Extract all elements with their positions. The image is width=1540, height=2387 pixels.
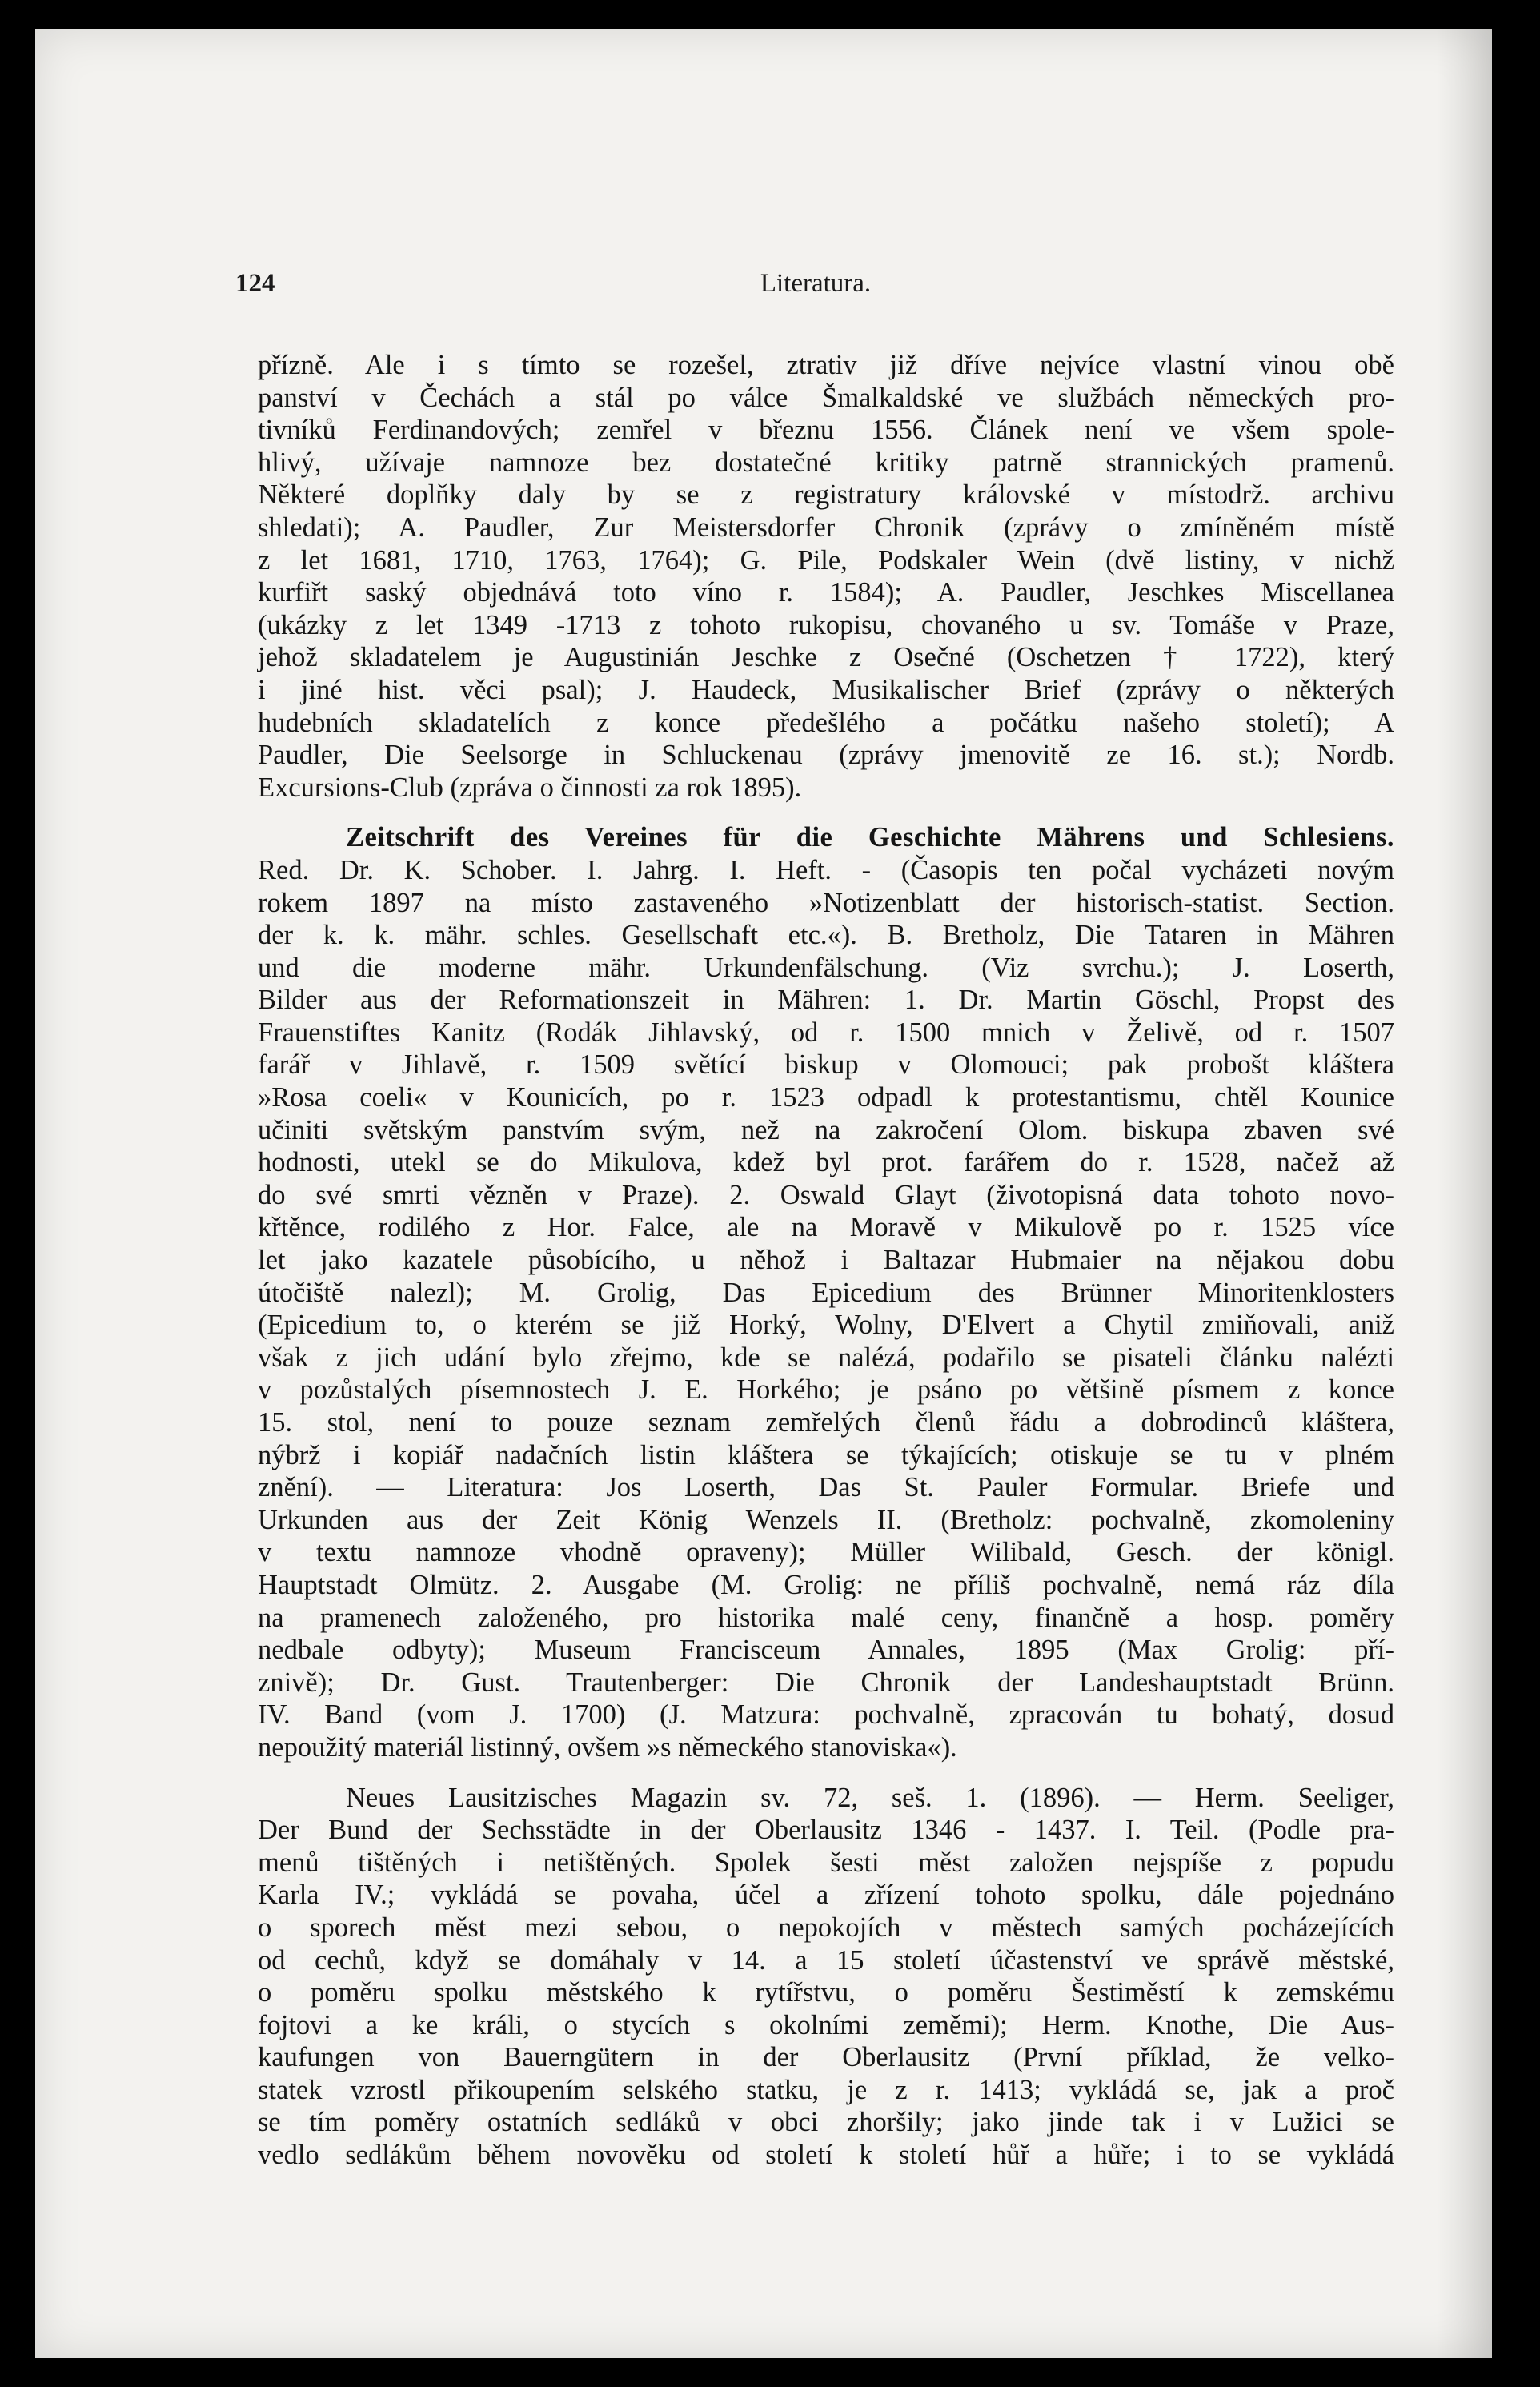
paragraph-neues-lausitzisches-magazin xyxy=(258,1782,1394,2172)
text-line: der k. k. mähr. schles. Gesellschaft etc.«). B. Bretholz, Die Tataren in Mähren xyxy=(258,920,1394,951)
main-text-block xyxy=(258,349,1394,2172)
paragraph-continuation xyxy=(258,349,1394,804)
text-line: nýbrž i kopiář nadačních listin kláštera se týkajících; otiskuje se tu v plném xyxy=(258,1439,1394,1470)
text-line: však z jich udání bylo zřejmo, kde se nalézá, podařilo se pisateli článku nalézti xyxy=(258,1342,1394,1373)
text-line: na pramenech založeného, pro historika malé ceny, finančně a hosp. poměry xyxy=(258,1602,1394,1633)
text-line: křtěnce, rodilého z Hor. Falce, ale na Moravě v Mikulově po r. 1525 více xyxy=(258,1212,1394,1243)
text-line: znění). — Literatura: Jos Loserth, Das St. Pauler Formular. Briefe und xyxy=(258,1472,1394,1503)
text-line: hlivý, užívaje namnoze bez dostatečné kritiky patrně strannických pramenů. xyxy=(258,447,1394,478)
text-line: Excursions-Club (zpráva o činnosti za rok 1895). xyxy=(258,772,802,803)
journal-title xyxy=(258,821,1394,854)
paragraph-zeitschrift-maehren xyxy=(258,821,1394,1763)
text-line: Neues Lausitzisches Magazin sv. 72, seš. 1. (1896). — Herm. Seeliger, xyxy=(346,1782,1394,1813)
text-line: Hauptstadt Olmütz. 2. Ausgabe (M. Grolig: ne příliš pochvalně, nemá ráz díla xyxy=(258,1569,1394,1600)
text-line: v pozůstalých písemnostech J. E. Horkého; je psáno po většině písmem z konce xyxy=(258,1374,1394,1406)
text-line: IV. Band (vom J. 1700) (J. Matzura: pochvalně, zpracován tu bohatý, dosud xyxy=(258,1699,1394,1731)
text-line: shledati); A. Paudler, Zur Meistersdorfer Chronik (zprávy o zmíněném místě xyxy=(258,512,1394,543)
text-line: od cechů, když se domáhaly v 14. a 15 století účastenství ve správě městské, xyxy=(258,1944,1394,1976)
text-line: se tím poměry ostatních sedláků v obci zhoršily; jako jinde tak i v Lužici se xyxy=(258,2107,1394,2138)
text-line: (ukázky z let 1349 -1713 z tohoto rukopisu, chovaného u sv. Tomáše v Praze, xyxy=(258,609,1394,640)
text-line: i jiné hist. věci psal); J. Haudeck, Musikalischer Brief (zprávy o některých xyxy=(258,674,1394,705)
text-line: přízně. Ale i s tímto se rozešel, ztrativ již dříve nejvíce vlastní vinou obě xyxy=(258,350,1394,380)
text-line: »Rosa coeli« v Kounicích, po r. 1523 odpadl k protestantismu, chtěl Kounice xyxy=(258,1082,1394,1113)
text-line: Karla IV.; vykládá se povaha, účel a zřízení tohoto spolku, dále pojednáno xyxy=(258,1880,1394,1911)
text-line: hudebních skladatelích z konce předešlého a počátku našeho století); A xyxy=(258,707,1394,738)
text-line: rokem 1897 na místo zastaveného »Notizenblatt der historisch-statist. Section. xyxy=(258,887,1394,918)
text-line: znivě); Dr. Gust. Trautenberger: Die Chronik der Landeshauptstadt Brünn. xyxy=(258,1667,1394,1698)
page-shadow-edge xyxy=(1436,29,1492,2358)
text-line: tivníků Ferdinandových; zemřel v březnu 1556. Článek není ve všem spole- xyxy=(258,415,1394,446)
text-line: o sporech měst mezi sebou, o nepokojích v městech samých pocházejících xyxy=(258,1912,1394,1943)
text-line: jehož skladatelem je Augustinián Jeschke z Osečné (Oschetzen † 1722), který xyxy=(258,642,1394,673)
text-line: kaufungen von Bauerngütern in der Oberlausitz (První příklad, že velko- xyxy=(258,2042,1394,2073)
text-line: Der Bund der Sechsstädte in der Oberlausitz 1346 - 1437. I. Teil. (Podle pra- xyxy=(258,1815,1394,1846)
running-title: Literatura. xyxy=(760,269,872,298)
text-line: Red. Dr. K. Schober. I. Jahrg. I. Heft. - (Časopis ten počal vycházeti novým xyxy=(258,854,1394,885)
text-line: útočiště nalezl); M. Grolig, Das Epicedium des Brünner Minoritenklosters xyxy=(258,1277,1394,1308)
page-number: 124 xyxy=(235,269,275,298)
text-line: statek vzrostl přikoupením selského statku, je z r. 1413; vykládá se, jak a proč xyxy=(258,2074,1394,2105)
text-line: Urkunden aus der Zeit König Wenzels II. (Bretholz: pochvalně, zkomoleniny xyxy=(258,1504,1394,1535)
text-line: (Epicedium to, o kterém se již Horký, Wolny, D'Elvert a Chytil zmiňovali, aniž xyxy=(258,1310,1394,1341)
text-line: do své smrti vězněn v Praze). 2. Oswald Glayt (životopisná data tohoto novo- xyxy=(258,1179,1394,1210)
text-line: z let 1681, 1710, 1763, 1764); G. Pile, Podskaler Wein (dvě listiny, v nichž xyxy=(258,544,1394,576)
text-line: nepoužitý materiál listinný, ovšem »s německého stanoviska«). xyxy=(258,1731,957,1763)
text-line: fojtovi a ke králi, o stycích s okolními zeměmi); Herm. Knothe, Die Aus- xyxy=(258,2009,1394,2040)
text-line: 15. stol, není to pouze seznam zemřelých členů řádu a dobrodinců kláštera, xyxy=(258,1407,1394,1438)
text-line: učiniti světským panstvím svým, než na zakročení Olom. biskupa zbaven své xyxy=(258,1114,1394,1145)
text-line: v textu namnoze vhodně opraveny); Müller Wilibald, Gesch. der königl. xyxy=(258,1537,1394,1568)
text-line: und die moderne mähr. Urkundenfälschung. (Viz svrchu.); J. Loserth, xyxy=(258,952,1394,983)
page-header xyxy=(235,269,1396,317)
text-line: let jako kazatele působícího, u něhož i Baltazar Hubmaier na nějakou dobu xyxy=(258,1245,1394,1276)
book-page xyxy=(35,29,1492,2358)
text-line: nedbale odbyty); Museum Francisceum Annales, 1895 (Max Grolig: pří- xyxy=(258,1635,1394,1666)
text-line: panství v Čechách a stál po válce Šmalkaldské ve službách německých pro- xyxy=(258,382,1394,413)
text-line: kurfiřt saský objednává toto víno r. 1584); A. Paudler, Jeschkes Miscellanea xyxy=(258,577,1394,608)
text-line: o poměru spolku městského k rytířstvu, o poměru Šestiměstí k zemskému xyxy=(258,1977,1394,2008)
text-line: Bilder aus der Reformationszeit in Mähren: 1. Dr. Martin Göschl, Propst des xyxy=(258,985,1394,1016)
text-line: hodnosti, utekl se do Mikulova, kdež byl prot. farářem do r. 1528, načež až xyxy=(258,1147,1394,1178)
text-line: vedlo sedlákům během novověku od století k století hůř a hůře; i to se vykládá xyxy=(258,2140,1394,2171)
text-line: Některé doplňky daly by se z registratury královské v místodrž. archivu xyxy=(258,479,1394,511)
text-line: farář v Jihlavě, r. 1509 světící biskup v Olomouci; pak probošt kláštera xyxy=(258,1049,1394,1081)
text-line: Paudler, Die Seelsorge in Schluckenau (zprávy jmenovitě ze 16. st.); Nordb. xyxy=(258,740,1394,771)
text-line: Frauenstiftes Kanitz (Rodák Jihlavský, od r. 1500 mnich v Želivě, od r. 1507 xyxy=(258,1017,1394,1048)
text-line: menů tištěných i netištěných. Spolek šesti měst založen nejspíše z popudu xyxy=(258,1847,1394,1878)
journal-title-text: Zeitschrift des Vereines für die Geschichte Mährens und Schlesiens. xyxy=(346,822,1394,853)
